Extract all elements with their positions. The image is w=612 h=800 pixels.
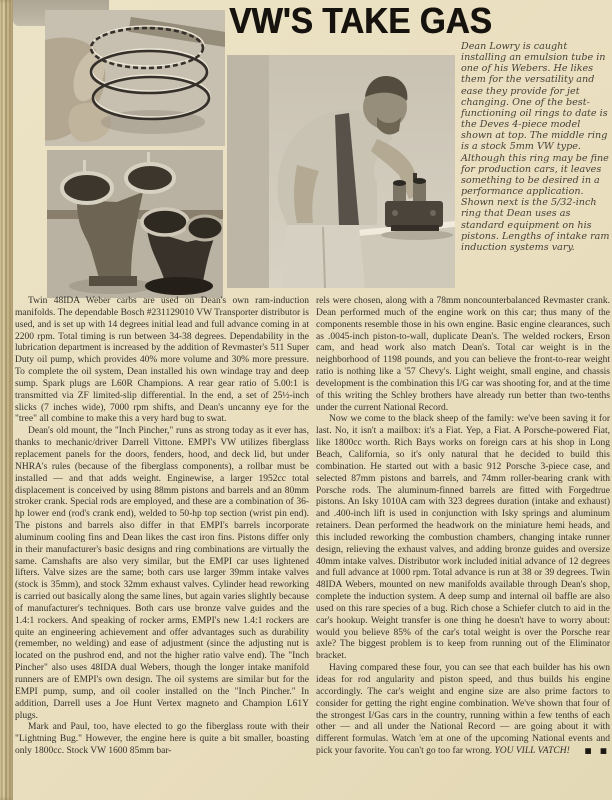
body-column-left (15, 296, 309, 758)
paragraph-final-text: Having compared these four, you can see that each builder has his own ideas for rod angularity and piston speed, and thus builds his engine accordingly. The car's weight and engine size are also prime factors to consider for getting the right engine combination. We've shown that four of the strongest I/Gas cars in the country, running within a few tenths of each other — and all under the National Record — are going about it with different formulas. Watch 'em at one of the upcoming National events and pick your favorite. You can't go too far wrong. (316, 663, 610, 757)
body-column-right (316, 296, 610, 758)
photo-dean-lowry (227, 55, 455, 288)
intake-manifolds-illustration (47, 150, 223, 298)
paragraph: Mark and Paul, too, have elected to go the fiberglass route with their "Lightning Bug." However, the engine here is quite a bit smaller, boasting only 1800cc. Stock VW 1600 85mm bar- (15, 722, 309, 757)
photo-piston-rings (45, 10, 225, 146)
dean-lowry-illustration (227, 55, 455, 288)
article-title: VW'S TAKE GAS (229, 1, 492, 42)
end-of-article-marks: ■ ■ (584, 746, 610, 756)
closing-phrase: YOU VILL VATCH! (494, 746, 570, 757)
paragraph: Now we come to the black sheep of the family: we've been saving it for last. No, it isn't a mailbox: it's a Fiat. Yep, a Fiat. A Porsche-powered Fiat, like 1800cc worth. Rich Bays works on foreign cars at his shop in Long Beach, California, so it's only natural that he decided to build this combination. He started out with a basic 912 Porsche 3-piece case, and selected 87mm pistons and barrels, and 74mm roller-bearing crank with Porsche rods. The aluminum-finned barrels are fitted with Forgedtrue pistons. An Isky 1010A cam with 323 degrees duration (intake and exhaust) and .400-inch lift is used in conjunction with Isky springs and aluminum retainers. Dean performed the headwork on the miniature hemi heads, and this included reworking the combustion chambers, changing intake runner design, relieving the exhaust valves, and adding bronze guides and oversize 40mm intake valves. Distributor work included initial advance of 12 degrees and full advance at 1000 rpm. Total advance is run at 38 or 39 degrees. Twin 48IDA Webers, mounted on new manifolds available through Dean's shop, complete the induction system. A deep sump and internal oil baffle are also used on this rare species of a bug. Rich chose a Schiefer clutch to aid in the car's hookup. Weight transfer is one thing he doesn't have to worry about: would you believe 85% of the car's total weight is over the Porsche rear axle? The biggest problem is to keep from running out of the Eliminator bracket. (316, 414, 610, 662)
paragraph-final (316, 663, 610, 758)
photo-intake-manifolds (47, 150, 223, 298)
paragraph: Twin 48IDA Weber carbs are used on Dean's own ram-induction manifolds. The dependable Bosch #231129010 VW Transporter distributor is used, and is set up with 14 degrees initial lead and full advance coming in at 2200 rpm. Total timing is run between 34-38 degrees. Dependability in the lubrication department is increased by the addition of Revmaster's 511 Super Duty oil pump, which provides 40% more volume and 30% more pressure. To complete the oil system, Dean installed his own windage tray and deep sump. Spark plugs are L60R Champions. A rear gear ratio of 5.00:1 is transmitted via ZF limited-slip differential. In the end, a set of 25½-inch slicks (7 inches wide), 7000 rpm shifts, and Dean's uncanny eye for the "tree" all combine to make this a very hard bug to swat. (15, 296, 309, 425)
piston-rings-illustration (45, 10, 225, 146)
paragraph: rels were chosen, along with a 78mm noncounterbalanced Revmaster crank. Dean performed much of the engine work on this car; thus many of the components resemble those in his own engine. Basic engine clearances, such as .0045-inch piston-to-wall, duplicate Dean's. The welded rockers, Erson cam, and head work also match Dean's. Total car weight is in the neighborhood of 1198 pounds, and you can believe the front-to-rear weight ratio is nothing like a '57 Chevy's. Light weight, small engine, and chassis development is the combination this I/G car was shooting for, and at the time of this writing the Schley brothers have already run better than two-tenths under the current National Record. (316, 296, 610, 413)
page-binding-edge (0, 0, 13, 800)
photo-caption: Dean Lowry is caught installing an emulsion tube in one of his Webers. He likes them for the versatility and ease they provide for jet changing. One of the best-functioning oil rings to date is the Deves 4-piece model shown at top. The middle ring is a stock 5mm VW type. Although this ring may be fine for production cars, it leaves something to be desired in a performance application. Shown next is the 5/32-inch ring that Dean uses as standard equipment on his pistons. Lengths of intake ram induction systems vary. (461, 41, 610, 253)
paragraph: Dean's old mount, the "Inch Pincher," runs as strong today as it ever has, thanks to mechanic/driver Darrell Vittone. EMPI's VW utilizes fiberglass replacement panels for the doors, fenders, hood, and deck lid, but under NHRA's rules (because of the fiberglass components), a rollbar must be installed — and that adds weight. Enginewise, a larger 1952cc total displacement is conceived by using 88mm pistons and barrels and an 80mm stroker crank. Special rods are employed, and these are a combination of 36-hp lower end (rod's crank end), welded to 50-hp top section (wrist pin end). The pistons and barrels also differ in that EMPI's barrels incorporate aluminum cooling fins and Dean likes the cast iron fins. Pistons differ only in their manufacturer's basic designs and ring combinations are virtually the same. Camshafts are also very similar, but the EMPI car uses lightened lifters. Valve sizes are the same; both cars use larger 39mm intake valves (stock is 35mm), and stock 32mm exhaust valves. Cylinder head reworking is carried out basically along the same lines, but again varies slightly because of manufacturer's techniques. Both cars use bronze valve guides and the 1.4:1 rockers. And speaking of rocker arms, EMPI's new 1.4:1 rockers are quite an engineering achievement and offer advantages such as durability (remember, no welding) and ease of adjustment (since the adjusting nut is located on the pushrod end, and not the higher ratio valve end). The "Inch Pincher" also uses 48IDA dual Webers, though the longer intake manifold runners are of EMPI's own design. The oil systems are similar but for the EMPI pump, sump, and oil cooler installed on the "Inch Pincher." In addition, Darrell uses a Joe Hunt Vertex magneto and Champion L61Y plugs. (15, 426, 309, 721)
